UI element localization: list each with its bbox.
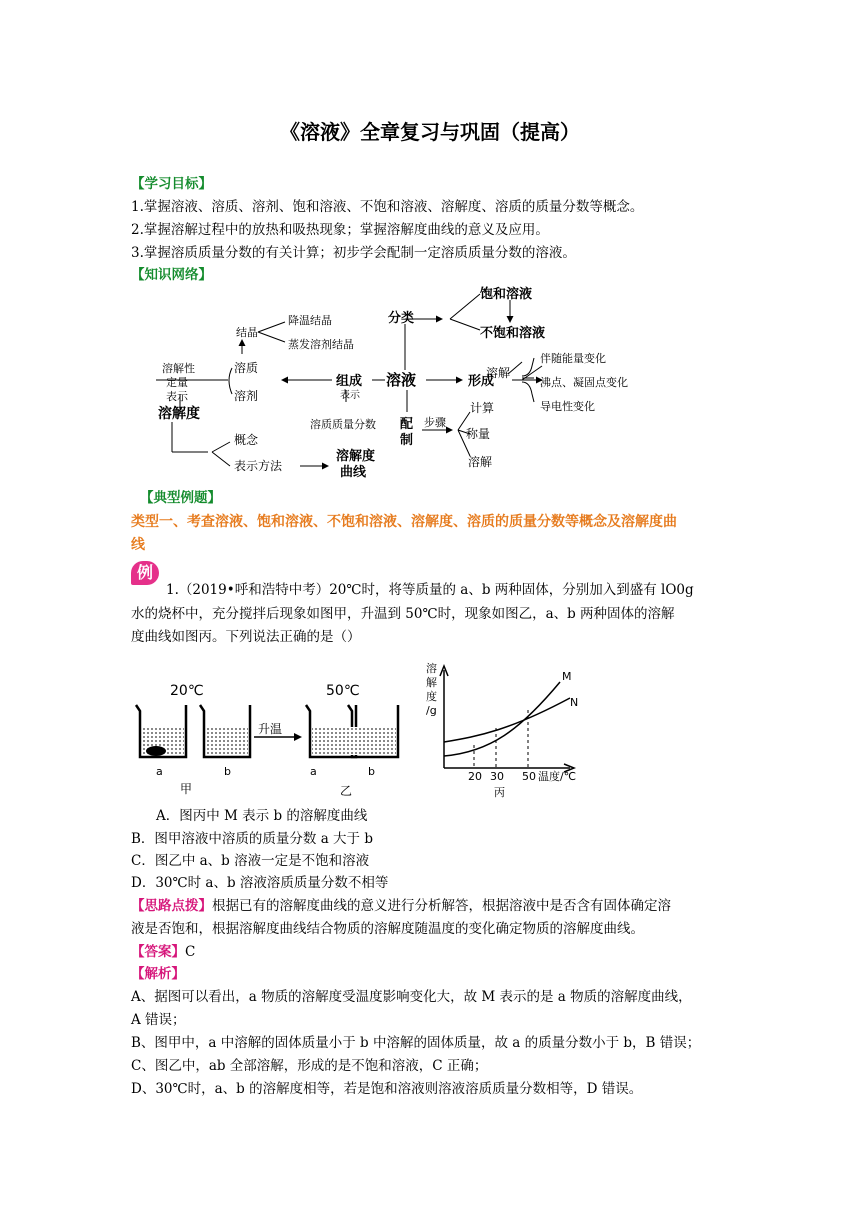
fig-t20: 20℃ [170, 683, 204, 699]
analysis-label: 【解析】 [131, 966, 185, 982]
curve-n [444, 698, 570, 742]
goal-item-3: 3.掌握溶质质量分数的有关计算；初步学会配制一定溶质质量分数的溶液。 [131, 245, 576, 261]
answer-line [131, 941, 195, 963]
analysis-line-4: C、图乙中，ab 全部溶解，形成的是不饱和溶液，C 正确； [131, 1058, 488, 1074]
network-heading: 【知识网络】 [131, 267, 212, 283]
hint-line-2: 液是否饱和，根据溶解度曲线结合物质的溶解度随温度的变化确定物质的溶解度曲线。 [131, 921, 644, 937]
diagram-dissolve: 溶解 [486, 366, 511, 380]
option-c: C．图乙中 a、b 溶液一定是不饱和溶液 [131, 853, 370, 869]
question-line-3: 度曲线如图丙。下列说法正确的是（） [131, 629, 361, 645]
diagram-weigh: 称量 [466, 427, 491, 441]
diagram-compose: 组成 [336, 374, 363, 389]
diagram-quant: 定量 [166, 376, 188, 389]
answer-label: 【答案】 [131, 944, 185, 960]
graph-y-label-3: 度 [426, 690, 437, 703]
graph-bing-label: 丙 [494, 786, 505, 799]
goal-item-2: 2.掌握溶解过程中的放热和吸热现象；掌握溶解度曲线的意义及应用。 [131, 222, 549, 238]
diagram-solubility: 溶解度 [158, 406, 200, 422]
diagram-calc: 计算 [470, 401, 495, 415]
diagram-evap-crystal: 蒸发溶剂结晶 [288, 338, 354, 351]
fig-heat-up: 升温 [258, 722, 283, 736]
diagram-concept: 概念 [234, 433, 259, 447]
page-title: 《溶液》全章复习与巩固（提高） [280, 120, 580, 144]
hint-text-1: 根据已有的溶解度曲线的意义进行分析解答，根据溶液中是否含有固体确定溶 [212, 898, 671, 914]
solubility-curve-graph [420, 660, 600, 800]
diagram-saturated: 饱和溶液 [480, 287, 533, 302]
goals-heading: 【学习目标】 [131, 176, 212, 192]
diagram-express: 表示 [166, 390, 188, 403]
diagram-dissolve2: 溶解 [468, 455, 493, 469]
option-b: B．图甲溶液中溶质的质量分数 a 大于 b [131, 831, 373, 847]
fig-a2: a [310, 765, 317, 778]
diagram-classify: 分类 [388, 311, 415, 326]
diagram-prepare-1: 配 [400, 417, 414, 432]
type1-title-line1: 类型一、考查溶液、饱和溶液、不饱和溶液、溶解度、溶质的质量分数等概念及溶解度曲 [131, 514, 677, 530]
fig-yi: 乙 [340, 784, 353, 798]
graph-tick-50: 50 [522, 770, 536, 783]
graph-n-label: N [570, 696, 579, 709]
diagram-boil: 沸点、凝固点变化 [540, 376, 628, 389]
diagram-conduct: 导电性变化 [540, 400, 595, 413]
diagram-form: 形成 [468, 374, 495, 389]
fig-t50: 50℃ [326, 683, 360, 699]
diagram-solute: 溶质 [234, 361, 259, 375]
examples-heading: 【典型例题】 [140, 490, 221, 506]
graph-tick-30: 30 [490, 770, 504, 783]
diagram-cool-crystal: 降温结晶 [288, 314, 332, 327]
hint-label: 【思路点拨】 [131, 898, 212, 914]
goal-item-1: 1.掌握溶液、溶质、溶剂、饱和溶液、不饱和溶液、溶解度、溶质的质量分数等概念。 [131, 199, 644, 215]
fig-jia: 甲 [180, 782, 193, 796]
analysis-line-5: D、30℃时，a、b 的溶解度相等，若是饱和溶液则溶液溶质质量分数相等，D 错误。 [131, 1081, 643, 1097]
fig-b1: b [224, 765, 231, 778]
analysis-line-3: B、图甲中，a 中溶解的固体质量小于 b 中溶解的固体质量，故 a 的质量分数小于 b，B 错误； [131, 1035, 701, 1051]
diagram-unsaturated: 不饱和溶液 [480, 326, 546, 341]
diagram-solubility-prop: 溶解性 [162, 362, 195, 375]
question-line-2: 水的烧杯中，充分搅拌后现象如图甲，升温到 50℃时，现象如图乙，a、b 两种固体的溶解 [131, 606, 675, 622]
diagram-mass-fraction: 溶质质量分数 [310, 418, 376, 431]
diagram-steps: 步骤 [424, 416, 446, 429]
question-line-1: 1.（2019•呼和浩特中考）20℃时，将等质量的 a、b 两种固体，分别加入到盛有 lO0g [166, 582, 694, 598]
fig-a1: a [156, 765, 163, 778]
diagram-solvent: 溶剂 [234, 389, 259, 403]
answer-value: C [185, 944, 196, 960]
diagram-method: 表示方法 [234, 459, 283, 473]
option-a: A．图丙中 M 表示 b 的溶解度曲线 [156, 808, 368, 824]
graph-y-label-1: 溶 [426, 662, 437, 675]
diagram-prepare-2: 制 [400, 433, 414, 448]
graph-m-label: M [562, 670, 572, 683]
option-d: D．30℃时 a、b 溶液溶质质量分数不相等 [131, 875, 389, 891]
analysis-line-1: A、据图可以看出，a 物质的溶解度受温度影响变化大，故 M 表示的是 a 物质的溶解度曲线， [131, 989, 692, 1005]
fig-b2: b [368, 765, 375, 778]
graph-x-label: 温度/℃ [538, 770, 577, 783]
curve-m [444, 682, 560, 756]
graph-y-label-4: /g [426, 704, 437, 717]
diagram-express2: 表示 [340, 390, 360, 401]
graph-tick-20: 20 [468, 770, 482, 783]
analysis-line-2: A 错误； [131, 1012, 186, 1028]
knowledge-network-diagram [150, 282, 650, 482]
diagram-heat: 伴随能量变化 [540, 352, 606, 365]
type1-title-line2: 线 [131, 537, 145, 553]
beakers-figure [130, 675, 410, 800]
diagram-curve-2: 曲线 [340, 465, 367, 480]
diagram-center: 溶液 [386, 371, 417, 389]
diagram-curve-1: 溶解度 [336, 449, 376, 464]
example-badge: 例 [131, 561, 159, 585]
hint-line-1 [131, 895, 671, 917]
graph-y-label-2: 解 [426, 676, 437, 689]
diagram-crystal: 结晶 [236, 326, 258, 339]
